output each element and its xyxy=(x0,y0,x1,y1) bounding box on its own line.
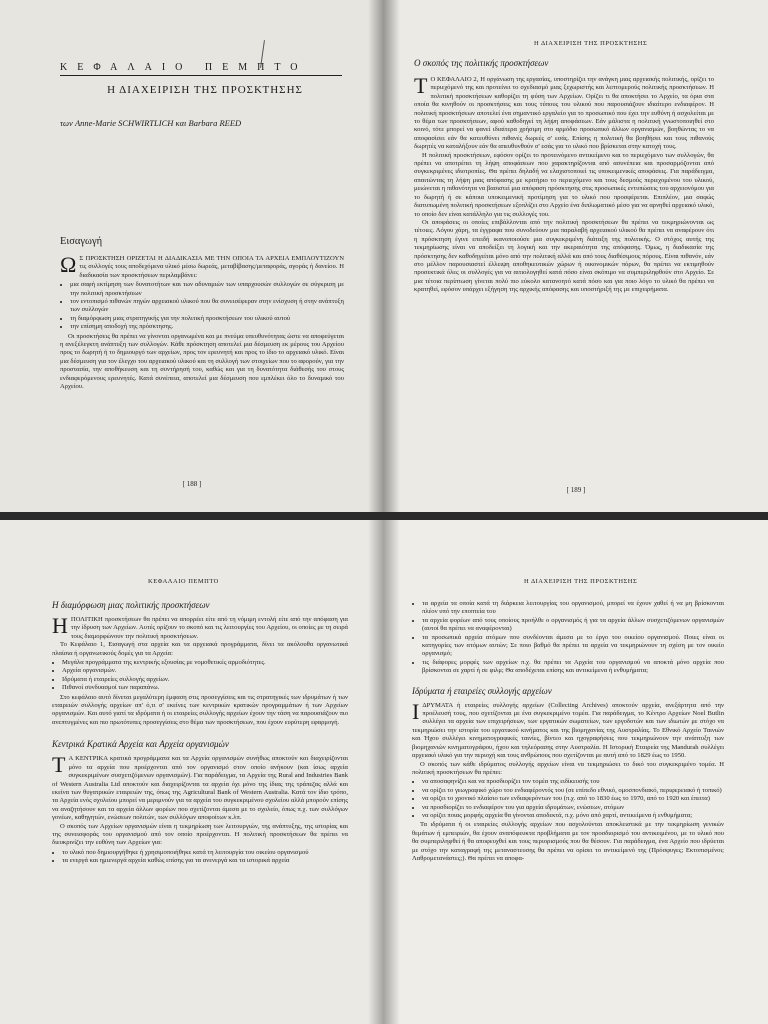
continued-list-body xyxy=(412,600,724,676)
purpose-text-1: Ο ΚΕΦΑΛΑΙΟ 2, Η οργάνωση της εργασίας, υποστηρίζει την ανάγκη μιας αρχειακής πολιτικής, ορίζει το περιεχόμενό της και προτείνει το σχεδιασμό μιας ξεχωριστής και λεπτομερούς πολιτικής προσκτήσεων. Η πολιτική προσκτήσεων καθορίζει τη φύση των Αρχείων. Ορίζει τι θα αποκτήσει το Αρχείο, τα όρια στα οποία θα κινηθούν οι προσκτήσεις και τους τύπους του υλικού που παρουσιάζουν ιδιαίτερο ενδιαφέρον. Η πολιτική προσκτήσεων αποτελεί ένα σημαντικό εργαλείο για το προσωπικό που έχει την ευθύνη ή ασχολείται με το θέμα των προσκτήσεων, αφού καθοδηγεί τη λήψη αποφάσεων. Εάν μάλιστα η πολιτική γνωστοποιηθεί στο κοινό, τότε μπορεί να φανεί ιδιαίτερα χρήσιμη στο αρμόδιο προσωπικό άλλων οργανισμών, βοηθώντας το να αποφασίσει εάν θα κατευθύνει πιθανές δωρεές σ' εσάς. Επίσης η πολιτική θα βοηθήσει και τους πιθανούς δωρητές να καταλήξουν εάν θα απευθυνθούν σ' εσάς για το υλικό που βρίσκεται στην κατοχή τους. xyxy=(414,76,714,151)
collecting-bullet-list xyxy=(412,778,724,820)
page-190 xyxy=(0,520,384,1024)
section-heading-central-archives: Κεντρικά Κρατικά Αρχεία και Αρχεία οργανισμών xyxy=(52,739,229,750)
section-heading-purpose: Ο σκοπός της πολιτικής προσκτήσεων xyxy=(414,58,549,68)
list-item: • μια σαφή εκτίμηση των δυνατοτήτων και των αδυναμιών των υπαρχουσών συλλογών σε σύγκριση με την πολιτική προσκτήσεων xyxy=(70,281,344,298)
drop-cap: Ι xyxy=(412,698,420,724)
collecting-text-1: ΔΡΥΜΑΤΑ ή εταιρείες συλλογής αρχείων (Collecting Archives) αποκτούν αρχεία, ανεξάρτητα από την προέλευσή τους, που σχετίζονται με ένα συγκεκριμένο τομέα. Για παράδειγμα, το Κέντρο Αρχείων Noel Butlin συλλέγει τα αρχεία των επιχειρήσεων, των εργατικών σωματείων, των εργοδοτών και των ιδιωτών με στόχο να τεκμηριώσει την ιστορία του εργατικού κινήματος και της βιομηχανίας της Αυστραλίας. Το Εθνικό Αρχείο Ταινιών και Ήχου συλλέγει κινηματογραφικές ταινίες, βίντεο και ηχογραφήσεις που τεκμηριώνουν την ανάπτυξη των βιομηχανιών κινηματογράφου, ήχου και τηλεόρασης στην Αυστραλία. Η Ιστορική Εταιρεία της Mandurah συλλέγει αρχειακό υλικό για την περιοχή και τους ανθρώπους που σχετίζονται με αυτή από το 1829 έως το 1950. xyxy=(412,701,724,760)
page-gutter-shadow xyxy=(384,520,400,1024)
page-number: [ 189 ] xyxy=(566,486,586,494)
page-number: [ 188 ] xyxy=(182,480,202,488)
central-archives-body xyxy=(52,752,348,865)
list-item: • Πιθανοί συνδυασμοί των παραπάνω. xyxy=(62,684,348,692)
running-head: Η ΔΙΑΧΕΙΡΙΣΗ ΤΗΣ ΠΡΟΣΚΤΗΣΗΣ xyxy=(534,40,648,47)
running-head: ΚΕΦΑΛΑΙΟ ΠΕΜΠΤΟ xyxy=(148,578,219,585)
section-heading-introduction: Εισαγωγή xyxy=(60,236,103,247)
collecting-paragraph-3: Τα ιδρύματα ή οι εταιρείες συλλογής αρχείων που ασχολούνται αποκλειστικά με την τεκμηρίωση γενικών θεμάτων ή εμπειριών, θα έχουν αναπόφευκτα προβλήματα με τον προσδιορισμό του αντικειμένου, με το υλικό που θα συμπεριληφθεί ή θα αποφευχθεί και τους περιορισμούς που θα θέσουν. Για παράδειγμα, ένα Αρχείο που ιδρύεται με στόχο την καταγραφή της μεταναστευσης θα πρέπει να ορίσει το αντικείμενό της (Πρόσφυγες; Εκτοπισμένοι; Λαθρομετανάστες;). Θα πρέπει να αποφα- xyxy=(412,821,724,862)
collecting-paragraph-1 xyxy=(412,698,724,761)
running-head: Η ΔΙΑΧΕΙΡΙΣΗ ΤΗΣ ΠΡΟΣΚΤΗΣΗΣ xyxy=(524,578,638,585)
chapter-authors: των Anne-Marie SCHWIRTLICH και Barbara REED xyxy=(60,118,242,128)
section-heading-policy: Η διαμόρφωση μιας πολιτικής προσκτήσεων xyxy=(52,600,210,610)
purpose-block xyxy=(414,58,714,295)
list-item: • να προσδιορίζει το ενδιαφέρον του για αρχεία ιδρυμάτων, ενώσεων, ατόμων xyxy=(422,804,724,812)
intro-bullet-list xyxy=(60,281,344,331)
list-item: • τα αρχεία φορέων από τους οποίους προήλθε ο οργανισμός ή για τα αρχεία άλλων συσχετιζόμενων οργανισμών (αυτοί θα πρέπει να αναφέρονται) xyxy=(422,617,724,634)
central-bullet-list xyxy=(52,849,348,866)
collecting-block xyxy=(412,600,724,863)
page-gutter-shadow xyxy=(368,520,384,1024)
purpose-paragraph-2: Η πολιτική προσκτήσεων, εφόσον ορίζει το προτεινόμενο αντικείμενο και το περιεχόμενο των συλλογών, θα πρέπει να αποτρέπει τη λήψη αποφάσεων που χαρακτηρίζονται από ασυνέπεια και προσαρμόζονται από συγκεκριμένες ιδιοτροπίες. Θα πρέπει δηλαδή να ελαχιστοποιεί τις υποκειμενικές αποφάσεις. Για παράδειγμα, απαιτώντας τη λήψη μιας απόφασης με κριτήριο το περιεχόμενο και τους δεσμούς περιεχομένου του υλικού, μειώνεται η πιθανότητα να βασιστεί μια απόφαση πρόσκτησης στις προσωπικές εντυπώσεις του αρχειονόμου για το δωρητή ή σε κάποια υποκειμενική προτίμηση για το υλικό που προσφέρεται. Επιπλέον, μια σαφώς διατυπωμένη πολιτική προσκτήσεων εξοπλίζει στο Αρχείο ένα διπλωματικό μέσο για να αρνηθεί αρχειακό υλικό, το οποίο δεν είναι κατάλληλο για τις συλλογές του. xyxy=(414,151,714,218)
collecting-paragraph-2: Ο σκοπός των κάθε ιδρύματος συλλογής αρχείων είναι να τεκμηριώσει το δικό του συγκεκριμένο τομέα. Η πολιτική προσκτήσεων θα πρέπει: xyxy=(412,760,724,776)
purpose-paragraph-1 xyxy=(414,73,714,152)
list-item: • Ιδρύματα ή εταιρείες συλλογής αρχείων. xyxy=(62,676,348,684)
list-item: • Αρχεία οργανισμών. xyxy=(62,667,348,675)
central-paragraph-1 xyxy=(52,752,348,822)
intro-paragraph-2: Οι προσκτήσεις θα πρέπει να γίνονται οργανωμένα και με πνεύμα υπευθυνότητας ώστε να αποφεύγεται η ανεξέλεγκτη ανάπτυξη των συλλογών. Κάθε πρόσκτηση αποτελεί μια δέσμευση εκ μέρους του Αρχείου προς το δωρητή ή το δημιουργό των αρχείων, προς τον ερευνητή και προς το ίδιο το αρχειακό υλικό. Είναι μια δέσμευση για τον έλεγχο του αρχειακού υλικού και τη συλλογή των στοιχείων που το αφορούν, για την προστασία, την αποθήκευση και τη συντήρησή του, καθώς και για τη δυνατότητα διάθεσής του στους ενδιαφερόμενους ερευνητές. Κατά συνέπεια, αποτελεί μια δέσμευση που εμπλέκει όλο το δυναμικό του Αρχείου. xyxy=(60,332,344,391)
central-text-1: Α ΚΕΝΤΡΙΚΑ κρατικά προγράμματα και τα Αρχεία οργανισμών συνήθως αποκτούν και διαχειρίζονται μόνο τα αρχεία που προέρχονται από τον οργανισμό στον οποίο ανήκουν (και ίσως αρχεία συγκεκριμένων συσχετιζόμενων οργανισμών). Για παράδειγμα, τα Αρχεία της Rural and Industries Bank of Western Australia Ltd αποκτούν και διαχειρίζονται τα αρχεία όχι μόνο της ίδιας της τράπεζας αλλά και εκείνα των θυγατρικών εταιρειών της, όπως της Agricultural Bank of Western Australia. Κατά τον ίδιο τρόπο, τα Αρχεία ενός σχολείου μπορεί να μεριμνούν για τα αρχεία του συγκεκριμένου σχολείου αλλά μπορούν επίσης να αναζητήσουν και τα αρχεία άλλων φορέων που σχετίζονται άμεσα με το σχολείο, όπως π.χ. των συλλόγων γονέων, καθηγητών, ενώσεων πολιτών, των συλλόγων αποφοίτων κ.λπ. xyxy=(52,755,348,822)
section-heading-collecting-archives: Ιδρύματα ή εταιρείες συλλογής αρχείων xyxy=(412,685,552,696)
list-item: • να ορίζει το χρονικό πλαίσιο των ενδιαφερόντων του (π.χ. από το 1830 έως το 1970, από το 1920 και έπειτα) xyxy=(422,795,724,803)
intro-body xyxy=(60,252,344,392)
policy-text-1: ΠΟΛΙΤΙΚΗ προσκτήσεων θα πρέπει να απορρέει είτε από τη νόμιμη εντολή είτε από την απόφαση για την ίδρυση των Αρχείων. Αυτές ορίζουν το σκοπό και τις λειτουργίες του Αρχείου, οι οποίες με τη σειρά τους διαμορφώνουν την πολιτική προσκτήσεων. xyxy=(70,616,348,640)
central-paragraph-2: Ο σκοπός των Αρχείων οργανισμών είναι η τεκμηρίωση των λειτουργιών, της ανάπτυξης, της ιστορίας και της συνεισφοράς του οργανισμού από τον οποίο προέρχονται. Η πολιτική προσκτήσεων θα πρέπει να διευκρινίζει την ευθύνη των Αρχείων για: xyxy=(52,822,348,847)
page-gutter-shadow xyxy=(368,0,384,512)
policy-paragraph-1 xyxy=(52,613,348,641)
list-item: • τον εντοπισμό πιθανών πηγών αρχειακού υλικού που θα συνεισέφεραν στην ενίσχυση ή στην ανάπτυξη των συλλογών xyxy=(70,298,344,315)
list-item: • την επίσημη αποδοχή της πρόσκτησης. xyxy=(70,323,344,331)
list-item: • Μεγάλα προγράμματα της κεντρικής εξουσίας με νομοθετικές αρμοδιότητες. xyxy=(62,659,348,667)
chapter-heading: ΚΕΦΑΛΑΙΟ ΠΕΜΠΤΟ xyxy=(60,62,342,76)
list-item: • να ορίζει το γεωγραφικό χώρο του ενδιαφέροντός του (σε επίπεδο εθνικό, ομοσπονδιακό, περιφερειακό ή τοπικό) xyxy=(422,787,724,795)
continued-bullet-list xyxy=(412,600,724,676)
chapter-title: Η ΔΙΑΧΕΙΡΙΣΗ ΤΗΣ ΠΡΟΣΚΤΗΣΗΣ xyxy=(107,84,303,96)
policy-block xyxy=(52,600,348,867)
list-item: • τις διάφορες μορφές των αρχείων π.χ. θα πρέπει τα Αρχεία του οργανισμού να αποκτά μόνο αρχεία που βρίσκονται σε χαρτί ή σε φιλμ; Θα αποδέχεται επίσης και αντικείμενα ή ενθυμήματα; xyxy=(422,659,724,676)
page-gutter-shadow xyxy=(384,0,400,512)
page-188 xyxy=(0,0,384,512)
intro-text: Σ ΠΡΟΣΚΤΗΣΗ ΟΡΙΖΕΤΑΙ Η ΔΙΑΔΙΚΑΣΙΑ ΜΕ ΤΗΝ ΟΠΟΙΑ ΤΑ ΑΡΧΕΙΑ ΕΜΠΛΟΥΤΙΖΟΥΝ τις συλλογές τους αποδεχόμενα υλικό μέσω δωρεάς, μεταβίβασης/μεταφοράς, αγοράς ή δανείου. Η διαδικασία των προσκτήσεων περιλαμβάνει: xyxy=(79,255,344,279)
purpose-paragraph-3: Οι αποφάσεις οι οποίες επιβάλλονται από την πολιτική προσκτήσεων θα πρέπει να τεκμηριώνονται ως τέτοιες. Λόγου χάρη, τα έγγραφα που συνοδεύουν μια παραλαβή αρχειακού υλικού θα πρέπει να αναφέρουν ότι η πρόσκτηση έγινε επειδή ικανοποιούσε μια συγκεκριμένη διάταξη της πολιτικής. Ο στόχος αυτής της τεκμηρίωσης είναι να αποδείξει τη λογική και την ακεραιότητα της απόφασης. Όμως, η διαδικασία της πρόσκτησης δεν καθοδηγείται μόνο από την πολιτική αλλά και από τους διαθέσιμους πόρους. Είναι πιθανόν, εάν στο μέλλον παρουσιαστεί έλλειψη αποθηκευτικών χώρων ή οικονομικών πόρων, θα πρέπει να εκτιμηθούν προσεκτικά όλες οι συλλογές για να αιτιολογηθεί κατά πόσο είναι σκόπιμο να συμπεριληφθούν στο Αρχείο. Σε μια τέτοια περίπτωση γίνεται πολύ πιο εύκολο κατανοητό κατά πόσο και για ποιο λόγο το υλικό θα πρέπει να κρατηθεί, εφόσον υπάρχει εξήγηση της αρχικής απόφασης και υποστήριξή της με επιχειρήματα. xyxy=(414,218,714,294)
policy-bullet-list xyxy=(52,659,348,693)
drop-cap: Ω xyxy=(60,252,77,277)
drop-cap: Η xyxy=(52,613,68,638)
drop-cap: Τ xyxy=(52,752,66,778)
list-item: • να αποσαφηνίζει και να προσδιορίζει τον τομέα της ειδίκευσής του xyxy=(422,778,724,786)
intro-block xyxy=(60,236,344,392)
list-item: • το υλικό που δημιουργήθηκε ή χρησιμοποιήθηκε κατά τη λειτουργία του οικείου οργανισμού xyxy=(62,849,348,857)
intro-paragraph xyxy=(60,252,344,280)
drop-cap: Τ xyxy=(414,73,428,98)
collecting-body xyxy=(412,698,724,864)
purpose-body xyxy=(414,73,714,295)
page-191 xyxy=(384,520,768,1024)
policy-paragraph-2: Το Κεφάλαιο 1, Εισαγωγή στα αρχεία και τα αρχειακά προγράμματα, δίνει τα ακόλουθα οργανωτικά πλαίσια ή οργανωτικούς δομές για τα Αρχεία: xyxy=(52,641,348,657)
list-item: • τη διαμόρφωση μιας στρατηγικής για την πολιτική προσκτήσεων του υλικού αυτού xyxy=(70,315,344,323)
list-item: • τα αρχεία τα οποία κατά τη διάρκεια λειτουργίας του οργανισμού, μπορεί να έχουν χαθεί ή να μη βρίσκονται πλέον υπό την εποπτεία του xyxy=(422,600,724,617)
list-item: • τα προσωπικά αρχεία ατόμων που συνδέονται άμεσα με το έργο του οικείου οργανισμού. Ποιες είναι οι κατηγορίες των ατόμων αυτών; Σε ποιο βαθμό θα πρέπει τα αρχεία να τεκμηριώνουν τη σχέση με τον οικείο οργανισμό; xyxy=(422,634,724,659)
list-item: • τα ενεργά και ημιενεργά αρχεία καθώς επίσης για τα ανενεργά και τα ιστορικά αρχεία xyxy=(62,857,348,865)
list-item: • να ορίζει ποιας μορφής αρχεία θα γίνονται αποδεκτά, π.χ. μόνο από χαρτί, αντικείμενα ή ενθυμήματα; xyxy=(422,812,724,820)
policy-body xyxy=(52,613,348,727)
policy-paragraph-3: Στο κεφάλαιο αυτό δίνεται μεγαλύτερη έμφαση στις προσεγγίσεις και τις στρατηγικές των ιδρυμάτων ή των εταιρειών συλλογής αρχείων απ' ό,τι σ' εκείνες των κεντρικών κρατικών προγραμμάτων ή των Αρχείων οργανισμών. Και αυτό γιατί τα ιδρύματα ή οι εταιρείες συλλογής αρχείων έχουν την τάση να παρουσιάζουν πιο ανεπτυγμένες και πιο πρωτότυπες προσεγγίσεις στο θέμα των προσκτήσεων, που έχουν ευρύτερη εφαρμογή. xyxy=(52,693,348,726)
page-189 xyxy=(384,0,768,512)
